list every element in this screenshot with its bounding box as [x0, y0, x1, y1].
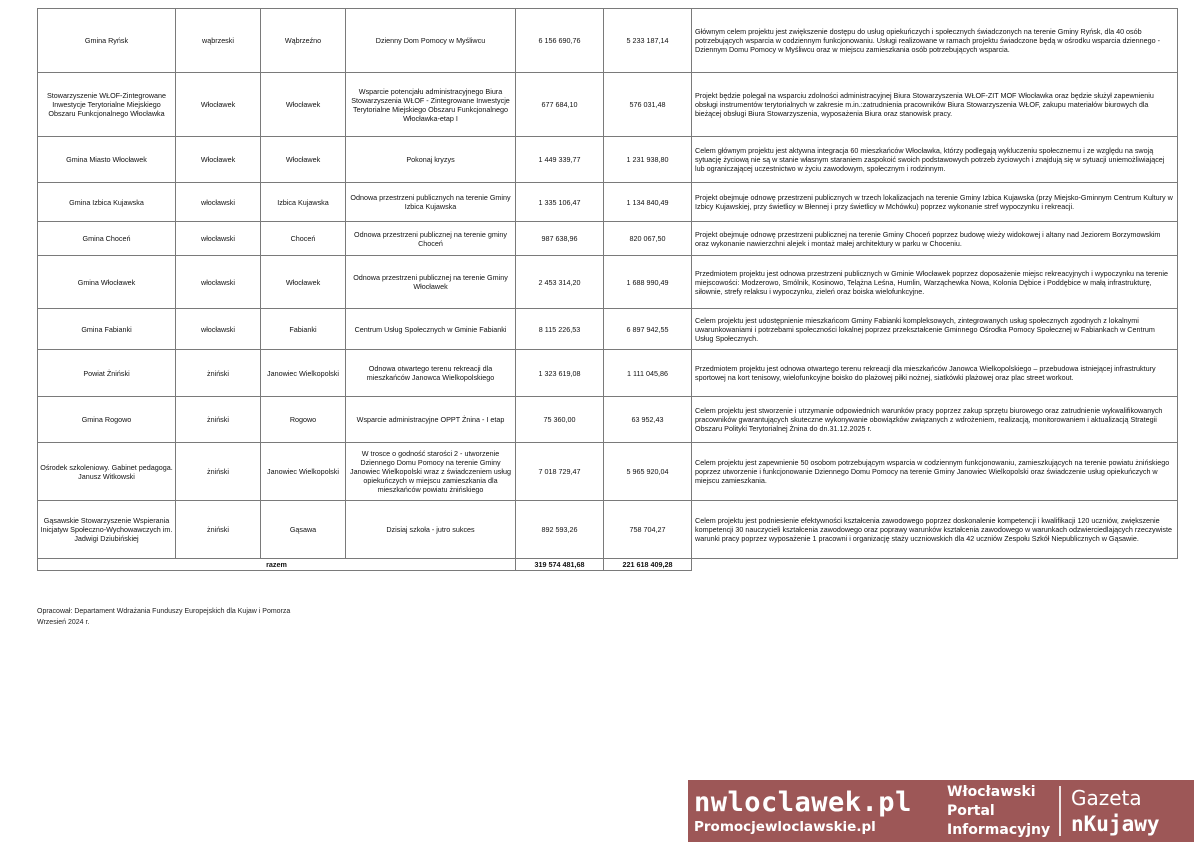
- cell-cofinancing: 1 134 840,49: [604, 183, 692, 222]
- cell-total-value: 75 360,00: [516, 397, 604, 443]
- cell-project-title: Wsparcie administracyjne OPPT Żnina - I etap: [346, 397, 516, 443]
- cell-cofinancing: 1 111 045,86: [604, 350, 692, 397]
- cell-county: Włocławek: [176, 137, 261, 183]
- watermark-nkujawy: nKujawy: [1071, 811, 1160, 836]
- cell-municipality: Gąsawa: [261, 501, 346, 559]
- totals-row: [38, 559, 1178, 571]
- watermark-left: [688, 780, 943, 842]
- totals-label: razem: [38, 559, 516, 571]
- cell-municipality: Janowiec Wielkopolski: [261, 350, 346, 397]
- cell-project-title: Odnowa otwartego terenu rekreacji dla mieszkańców Janowca Wielkopolskiego: [346, 350, 516, 397]
- cell-county: włocławski: [176, 256, 261, 309]
- table-row: [38, 350, 1178, 397]
- cell-municipality: Janowiec Wielkopolski: [261, 443, 346, 501]
- cell-total-value: 8 115 226,53: [516, 309, 604, 350]
- cell-total-value: 1 449 339,77: [516, 137, 604, 183]
- cell-project-title: W trosce o godność starości 2 - utworzenie Dziennego Domu Pomocy na terenie Gminy Janowiec Wielkopolski wraz z świadczeniem usług opiekuńczych w miejscu zamieszkania dla mieszkańców powiatu żnińskiego: [346, 443, 516, 501]
- cell-county: włocławski: [176, 309, 261, 350]
- cell-description: Przedmiotem projektu jest odnowa otwartego terenu rekreacji dla mieszkańców Janowca Wielkopolskiego – przebudowa istniejącej infrastruktury sportowej na kort tenisowy, wielofunkcyjne boisko do plażowej piłki nożnej, siatkówki plażowej oraz plac street workout.: [692, 350, 1178, 397]
- watermark-portal-line2: Portal: [947, 802, 995, 819]
- table-row: [38, 222, 1178, 256]
- cell-municipality: Włocławek: [261, 256, 346, 309]
- cell-beneficiary: Stowarzyszenie WŁOF-Zintegrowane Inwestycje Terytorialne Miejskiego Obszaru Funkcjonalnego Włocławka: [38, 73, 176, 137]
- table-row: [38, 309, 1178, 350]
- cell-beneficiary: Ośrodek szkoleniowy. Gabinet pedagoga. Janusz Witkowski: [38, 443, 176, 501]
- cell-project-title: Centrum Usług Społecznych w Gminie Fabianki: [346, 309, 516, 350]
- cell-municipality: Choceń: [261, 222, 346, 256]
- cell-description: Celem projektu jest stworzenie i utrzymanie odpowiednich warunków pracy poprzez zakup sprzętu biurowego oraz zatrudnienie wykwalifikowanych pracowników gwarantujących skuteczne wykonywanie obowiązków związanych z wdrożeniem, realizacją, monitorowaniem i aktualizacją Strategii Obszaru Polityki Terytorialnej Żnina do dn.31.12.2025 r.: [692, 397, 1178, 443]
- totals-total-value: 319 574 481,68: [516, 559, 604, 571]
- cell-project-title: Wsparcie potencjału administracyjnego Biura Stowarzyszenia WŁOF - Zintegrowane Inwestycje Terytorialne Miejskiego Obszaru Funkcjonalnego Włocławka-etap I: [346, 73, 516, 137]
- totals-section: [38, 559, 1178, 571]
- cell-municipality: Izbica Kujawska: [261, 183, 346, 222]
- cell-description: Celem głównym projektu jest aktywna integracja 60 mieszkańców Włocławka, którzy podlegają wykluczeniu społecznemu i ze względu na swoją sytuację życiową nie są w stanie własnym staraniem zaspokoić swoich podstawowych potrzeb życiowych i znajdują się w sytuacji uniemożliwiającej lub ograniczającej uczestnictwo w życiu zawodowym, społecznym i rodzinnym.: [692, 137, 1178, 183]
- cell-municipality: Włocławek: [261, 73, 346, 137]
- cell-cofinancing: 5 965 920,04: [604, 443, 692, 501]
- cell-beneficiary: Gmina Fabianki: [38, 309, 176, 350]
- cell-description: Projekt obejmuje odnowę przestrzeni publicznej na terenie Gminy Choceń poprzez budowę wieży widokowej i altany nad Jeziorem Borzymowskim oraz wykonanie nawierzchni alejek i montaż małej architektury w parku w Choceniu.: [692, 222, 1178, 256]
- cell-project-title: Pokonaj kryzys: [346, 137, 516, 183]
- table-row: [38, 501, 1178, 559]
- cell-county: żniński: [176, 397, 261, 443]
- watermark-banner: [688, 780, 1194, 842]
- cell-project-title: Dzienny Dom Pomocy w Myśliwcu: [346, 9, 516, 73]
- cell-description: Projekt obejmuje odnowę przestrzeni publicznych w trzech lokalizacjach na terenie Gminy Izbica Kujawska (przy Miejsko-Gminnym Centrum Kultury w Izbicy Kujawskiej, przy świetlicy w Błennej i przy świetlicy w Mchówku) poprzez wykonanie stref wypoczynku i rekreacji.: [692, 183, 1178, 222]
- cell-total-value: 6 156 690,76: [516, 9, 604, 73]
- cell-county: włocławski: [176, 222, 261, 256]
- watermark-portal: [943, 780, 1055, 842]
- cell-cofinancing: 820 067,50: [604, 222, 692, 256]
- cell-beneficiary: Powiat Żniński: [38, 350, 176, 397]
- table-row: [38, 397, 1178, 443]
- table-row: [38, 9, 1178, 73]
- watermark-main-text: nwloclawek.pl: [694, 787, 912, 818]
- table-body: [38, 9, 1178, 559]
- cell-description: Celem projektu jest udostępnienie mieszkańcom Gminy Fabianki kompleksowych, zintegrowanych usług społecznych zgodnych z lokalnymi uwarunkowaniami i potrzebami społeczności lokalnej poprzez przekształcenie Gminnego Ośrodka Pomocy Społecznej w Fabiankach w Centrum Usług Społecznych.: [692, 309, 1178, 350]
- watermark-right: [1065, 780, 1194, 842]
- cell-project-title: Odnowa przestrzeni publicznych na terenie Gminy Izbica Kujawska: [346, 183, 516, 222]
- cell-project-title: Odnowa przestrzeni publicznej na terenie gminy Choceń: [346, 222, 516, 256]
- cell-total-value: 1 335 106,47: [516, 183, 604, 222]
- watermark-portal-line3: Informacyjny: [947, 821, 1051, 838]
- table-row: [38, 256, 1178, 309]
- watermark-divider: [1059, 786, 1061, 836]
- watermark-gazeta: Gazeta: [1071, 785, 1142, 810]
- cell-beneficiary: Gmina Włocławek: [38, 256, 176, 309]
- cell-county: Włocławek: [176, 73, 261, 137]
- date-note: Wrzesień 2024 r.: [37, 619, 90, 626]
- totals-cofinancing: 221 618 409,28: [604, 559, 692, 571]
- cell-county: żniński: [176, 350, 261, 397]
- cell-beneficiary: Gmina Rogowo: [38, 397, 176, 443]
- cell-municipality: Rogowo: [261, 397, 346, 443]
- cell-cofinancing: 5 233 187,14: [604, 9, 692, 73]
- totals-empty-cell: [692, 559, 1178, 571]
- cell-total-value: 892 593,26: [516, 501, 604, 559]
- cell-beneficiary: Gmina Miasto Włocławek: [38, 137, 176, 183]
- cell-total-value: 1 323 619,08: [516, 350, 604, 397]
- table-row: [38, 137, 1178, 183]
- cell-description: Celem projektu jest zapewnienie 50 osobom potrzebującym wsparcia w codziennym funkcjonowaniu, zamieszkujących na terenie powiatu żnińskiego poprzez utworzenie i funkcjonowanie Dziennego Domu Pomocy na terenie Gminy Janowiec Wielkopolski oraz świadczenie usług opiekuńczych w miejscu zamieszkania.: [692, 443, 1178, 501]
- cell-description: Przedmiotem projektu jest odnowa przestrzeni publicznych w Gminie Włocławek poprzez doposażenie miejsc rekreacyjnych i wypoczynku na terenie miejscowości: Modzerowo, Smólnik, Kosinowo, Telążna Leśna, Humlin, Warząchewka Nowa, Kolonia Dębice i Poddębice w małą infrastrukturę, siłownie, strefy relaksu i wypoczynku, zieleń oraz boiska wielofunkcyjne.: [692, 256, 1178, 309]
- prepared-by-note: Opracował: Departament Wdrażania Funduszy Europejskich dla Kujaw i Pomorza: [37, 608, 291, 615]
- cell-county: żniński: [176, 443, 261, 501]
- cell-total-value: 987 638,96: [516, 222, 604, 256]
- watermark-sub-text: Promocjewloclawskie.pl: [694, 819, 876, 835]
- watermark-portal-line1: Włocławski: [947, 783, 1036, 800]
- cell-description: Głównym celem projektu jest zwiększenie dostępu do usług opiekuńczych i społecznych świadczonych na terenie Gminy Ryńsk, dla 40 osób potrzebujących wsparcia w codziennym funkcjonowaniu. Usługi realizowane w ramach projektu świadczone będą w ośrodku wsparcia dziennego - Dziennym Domu Pomocy w Myśliwcu oraz w miejscu zamieszkania osób potrzebujących wsparcia.: [692, 9, 1178, 73]
- table-row: [38, 73, 1178, 137]
- cell-cofinancing: 576 031,48: [604, 73, 692, 137]
- cell-beneficiary: Gmina Choceń: [38, 222, 176, 256]
- cell-cofinancing: 63 952,43: [604, 397, 692, 443]
- cell-cofinancing: 1 231 938,80: [604, 137, 692, 183]
- cell-county: włocławski: [176, 183, 261, 222]
- cell-county: wąbrzeski: [176, 9, 261, 73]
- cell-cofinancing: 758 704,27: [604, 501, 692, 559]
- cell-beneficiary: Gąsawskie Stowarzyszenie Wspierania Inicjatyw Społeczno-Wychowawczych im. Jadwigi Dziubińskiej: [38, 501, 176, 559]
- cell-cofinancing: 6 897 942,55: [604, 309, 692, 350]
- cell-municipality: Fabianki: [261, 309, 346, 350]
- cell-total-value: 7 018 729,47: [516, 443, 604, 501]
- cell-municipality: Włocławek: [261, 137, 346, 183]
- cell-description: Celem projektu jest podniesienie efektywności kształcenia zawodowego poprzez doskonalenie kompetencji i kwalifikacji 120 uczniów, zwiększenie kompetencji 30 nauczycieli kształcenia zawodowego oraz poprawy warunków kształcenia zawodowego w warunkach odzwierciedlających rzeczywiste warunki pracy poprzez wyposażenie 1 pracowni i organizację staży uczniowskich dla 42 uczniów Zespołu Szkół Niepublicznych w Gąsawie.: [692, 501, 1178, 559]
- cell-total-value: 677 684,10: [516, 73, 604, 137]
- cell-beneficiary: Gmina Ryńsk: [38, 9, 176, 73]
- cell-description: Projekt będzie polegał na wsparciu zdolności administracyjnej Biura Stowarzyszenia WŁOF-ZIT MOF Włocławka oraz będzie służył zapewnieniu obsługi instrumentów terytorialnych w zakresie m.in.:zatrudnienia pracowników Biura Stowarzyszenia WŁOF, zakupu materiałów biurowych dla bieżącej obsługi Biura Stowarzyszenia, wyposażenia Biura oraz stanowisk pracy.: [692, 73, 1178, 137]
- projects-table: [37, 8, 1178, 571]
- cell-total-value: 2 453 314,20: [516, 256, 604, 309]
- cell-county: żniński: [176, 501, 261, 559]
- cell-project-title: Odnowa przestrzeni publicznej na terenie Gminy Włocławek: [346, 256, 516, 309]
- cell-project-title: Dzisiaj szkoła - jutro sukces: [346, 501, 516, 559]
- table-row: [38, 183, 1178, 222]
- cell-beneficiary: Gmina Izbica Kujawska: [38, 183, 176, 222]
- cell-cofinancing: 1 688 990,49: [604, 256, 692, 309]
- footnote: [37, 606, 290, 628]
- cell-municipality: Wąbrzeźno: [261, 9, 346, 73]
- table-row: [38, 443, 1178, 501]
